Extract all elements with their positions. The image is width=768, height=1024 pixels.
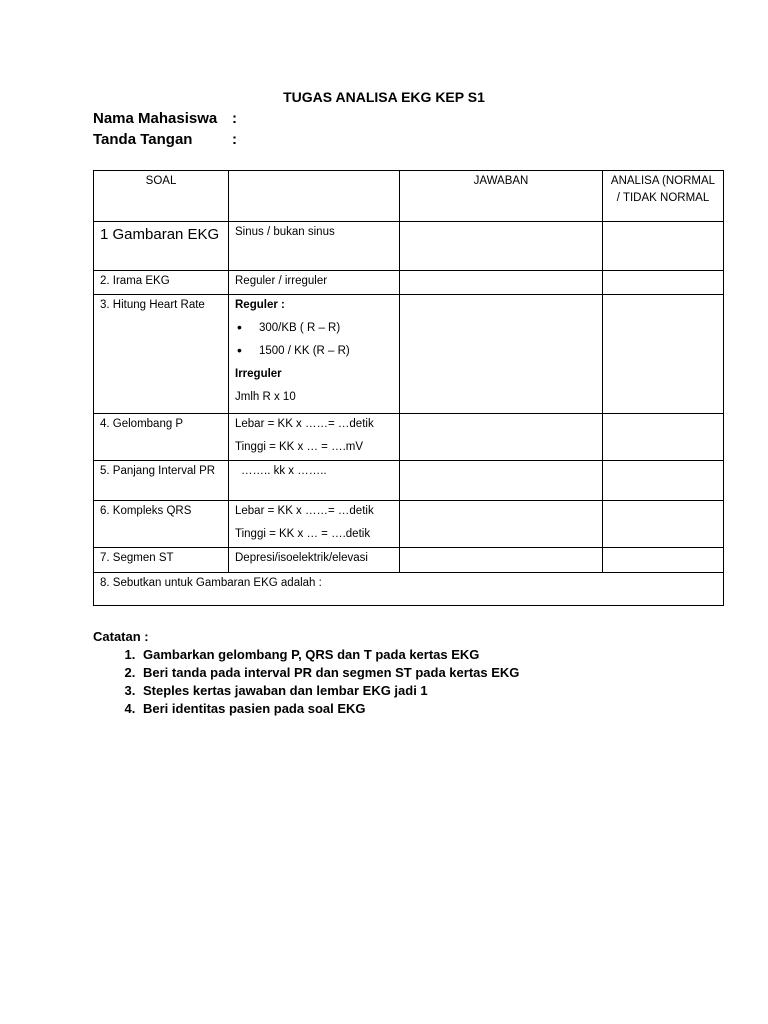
list-item: • 300/KB ( R – R): [235, 320, 393, 336]
formula-list: [235, 320, 393, 359]
table-row: [94, 222, 724, 271]
field-tanda-tangan: [93, 131, 237, 148]
analisa-cell[interactable]: [603, 271, 724, 295]
table-row: [94, 271, 724, 295]
ekg-analysis-table: [93, 170, 724, 606]
list-item: 4. Beri identitas pasien pada soal EKG: [139, 700, 519, 718]
table-row: [94, 573, 724, 606]
lebar-formula: Lebar = KK x ……= …detik: [235, 418, 374, 430]
detail-cell: Depresi/isoelektrik/elevasi: [229, 548, 400, 573]
detail-cell: Sinus / bukan sinus: [229, 222, 400, 271]
detail-cell: [229, 295, 400, 414]
field-colon: :: [232, 110, 237, 127]
detail-cell: Reguler / irreguler: [229, 271, 400, 295]
analisa-cell[interactable]: [603, 414, 724, 461]
detail-cell: …….. kk x ……..: [229, 461, 400, 501]
analisa-cell[interactable]: [603, 222, 724, 271]
field-label: Tanda Tangan: [93, 131, 193, 148]
jawaban-cell[interactable]: [400, 222, 603, 271]
tinggi-formula: Tinggi = KK x … = ….mV: [235, 441, 364, 453]
soal-cell: 3. Hitung Heart Rate: [94, 295, 229, 414]
list-item: 2. Beri tanda pada interval PR dan segmen ST pada kertas EKG: [139, 664, 519, 682]
table-header-row: [94, 171, 724, 222]
soal-cell: 5. Panjang Interval PR: [94, 461, 229, 501]
field-nama-mahasiswa: [93, 110, 237, 127]
jawaban-cell[interactable]: [400, 295, 603, 414]
lebar-formula: Lebar = KK x ……= …detik: [235, 505, 374, 517]
jawaban-cell[interactable]: [400, 461, 603, 501]
analisa-cell[interactable]: [603, 501, 724, 548]
header-empty: [229, 171, 400, 222]
header-analisa: ANALISA (NORMAL / TIDAK NORMAL: [603, 171, 724, 222]
soal-cell: 4. Gelombang P: [94, 414, 229, 461]
field-label: Nama Mahasiswa: [93, 110, 218, 127]
reguler-label: Reguler :: [235, 299, 285, 311]
jawaban-cell[interactable]: [400, 271, 603, 295]
jawaban-cell[interactable]: [400, 548, 603, 573]
notes-section: [93, 628, 519, 718]
soal-cell: 1 Gambaran EKG: [94, 222, 229, 271]
list-item: • 1500 / KK (R – R): [235, 343, 393, 359]
jawaban-cell[interactable]: [400, 414, 603, 461]
header-jawaban: JAWABAN: [400, 171, 603, 222]
list-item: 1. Gambarkan gelombang P, QRS dan T pada kertas EKG: [139, 646, 519, 664]
notes-list: [93, 646, 519, 718]
analisa-cell[interactable]: [603, 461, 724, 501]
analisa-cell[interactable]: [603, 548, 724, 573]
list-item: 3. Steples kertas jawaban dan lembar EKG jadi 1: [139, 682, 519, 700]
table-row: [94, 295, 724, 414]
header-soal: SOAL: [94, 171, 229, 222]
table-row: [94, 414, 724, 461]
table-row: [94, 501, 724, 548]
jawaban-cell[interactable]: [400, 501, 603, 548]
soal-cell: 6. Kompleks QRS: [94, 501, 229, 548]
table-row: [94, 548, 724, 573]
soal-cell: 2. Irama EKG: [94, 271, 229, 295]
table-row: [94, 461, 724, 501]
field-colon: :: [232, 131, 237, 148]
notes-heading: Catatan :: [93, 629, 149, 644]
detail-cell: [229, 414, 400, 461]
document-title: TUGAS ANALISA EKG KEP S1: [283, 89, 485, 105]
soal-cell: 7. Segmen ST: [94, 548, 229, 573]
tinggi-formula: Tinggi = KK x … = ….detik: [235, 528, 371, 540]
detail-cell: [229, 501, 400, 548]
irreguler-label: Irreguler: [235, 368, 282, 380]
analisa-cell[interactable]: [603, 295, 724, 414]
summary-cell[interactable]: 8. Sebutkan untuk Gambaran EKG adalah :: [94, 573, 724, 606]
irreguler-formula: Jmlh R x 10: [235, 391, 296, 403]
